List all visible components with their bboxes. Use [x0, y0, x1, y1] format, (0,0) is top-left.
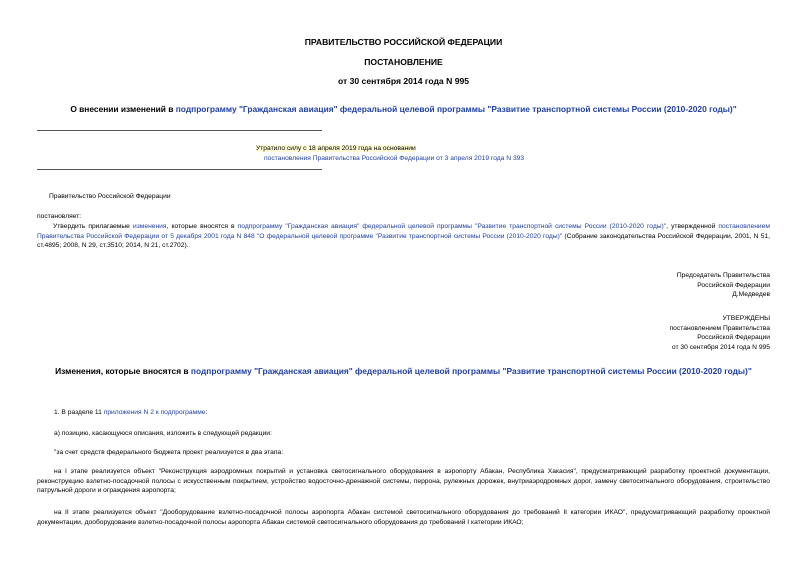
- issuer: Правительство Российской Федерации: [49, 193, 171, 200]
- changes-title: [37, 366, 770, 377]
- approval-date: от 30 сентября 2014 года N 995: [671, 343, 770, 351]
- document-authority: ПРАВИТЕЛЬСТВО РОССИЙСКОЙ ФЕДЕРАЦИИ: [304, 37, 503, 47]
- divider-top: [37, 130, 322, 131]
- item-1-suffix: :: [205, 409, 208, 416]
- resolution-848-link[interactable]: постановлением Правительства Российской Федерации от 5 декабря 2001 года N 848 "О федеральной целевой программе "Развитие транспортной системы России (2010-2020 годы)": [37, 223, 770, 240]
- signature-block: [677, 271, 770, 300]
- changes-link[interactable]: изменения: [132, 223, 167, 230]
- stage-1-paragraph: на I этапе реализуется объект "Реконструкция аэродромных покрытий и установка светосигнального оборудования в аэропорту Абакан, Республика Хакасия", предусматривающий разработку проектной документации, реконструкцию взлетно-посадочной полосы с искусственным покрытием, устройство водосточно-дренажной системы, перрона, рулежных дорожек, внутриаэродромных дорог, замену светосигнального оборудования, строительство патрульной дороги и ограждения аэропорта;: [37, 468, 770, 495]
- approval-by: постановлением Правительства: [669, 324, 770, 332]
- status-repeal-link[interactable]: постановления Правительства Российской Федерации от 3 апреля 2019 года N 393: [264, 155, 525, 162]
- item-a: а) позицию, касающуюся описания, изложить в следующей редакции:: [54, 430, 272, 437]
- title-link[interactable]: подпрограмму "Гражданская авиация" федеральной целевой программы "Развитие транспортной системы России (2010-2020 годы)": [175, 104, 737, 114]
- document-title: [0, 104, 807, 114]
- title-prefix: О внесении изменений в: [70, 104, 176, 114]
- p1-text-a: Утвердить прилагаемые: [53, 223, 133, 230]
- subprogram-link[interactable]: подпрограмму "Гражданская авиация" федеральной целевой программы "Развитие транспортной системы России (2010-2020 годы)": [237, 223, 667, 230]
- document-type: ПОСТАНОВЛЕНИЕ: [364, 57, 443, 67]
- status-expired-text: [256, 144, 416, 154]
- p1-text-b: , которые вносятся в: [166, 223, 238, 230]
- resolution-paragraph: [37, 222, 770, 251]
- document-date: от 30 сентября 2014 года N 995: [337, 76, 470, 86]
- p1-text-d: (Собрание законодательства Российской Федерации, 2001, N 51, ст.4895; 2008, N 29, ст.3510; 2014, N 21, ст.2702).: [37, 232, 770, 250]
- quote-start: "за счет средств федерального бюджета проект реализуется в два этапа:: [54, 449, 284, 456]
- signature-name: Д.Медведев: [732, 291, 770, 299]
- item-1-prefix: 1. В разделе 11: [54, 409, 104, 416]
- status-line1: Утратило силу с 18 апреля 2019 года на основании: [256, 145, 416, 152]
- appendix-2-link[interactable]: приложения N 2 к подпрограмме: [103, 409, 206, 416]
- changes-title-link[interactable]: подпрограмму "Гражданская авиация" федеральной целевой программы "Развитие транспортной системы России (2010-2020 годы)": [190, 366, 752, 376]
- signature-country: Российской Федерации: [697, 281, 770, 289]
- approval-country: Российской Федерации: [697, 334, 770, 342]
- stage-2-paragraph: на II этапе реализуется объект "Дооборудование взлетно-посадочной полосы аэропорта Абакан системой светосигнального оборудования до требований II категории ИКАО", предусматривающий разработку проектной документации, дооборудование взлетно-посадочной полосы аэропорта Абакан системой светосигнального оборудования до требований I категории ИКАО;: [37, 509, 770, 526]
- resolves: постановляет:: [37, 213, 82, 220]
- divider-bottom: [37, 169, 322, 170]
- approval-block: [670, 314, 770, 352]
- changes-title-prefix: Изменения, которые вносятся в: [55, 366, 191, 376]
- signature-title: Председатель Правительства: [676, 272, 770, 279]
- item-1: [54, 408, 207, 418]
- p1-text-c: , утвержденной: [666, 223, 719, 230]
- approval-word: УТВЕРЖДЕНЫ: [722, 315, 770, 322]
